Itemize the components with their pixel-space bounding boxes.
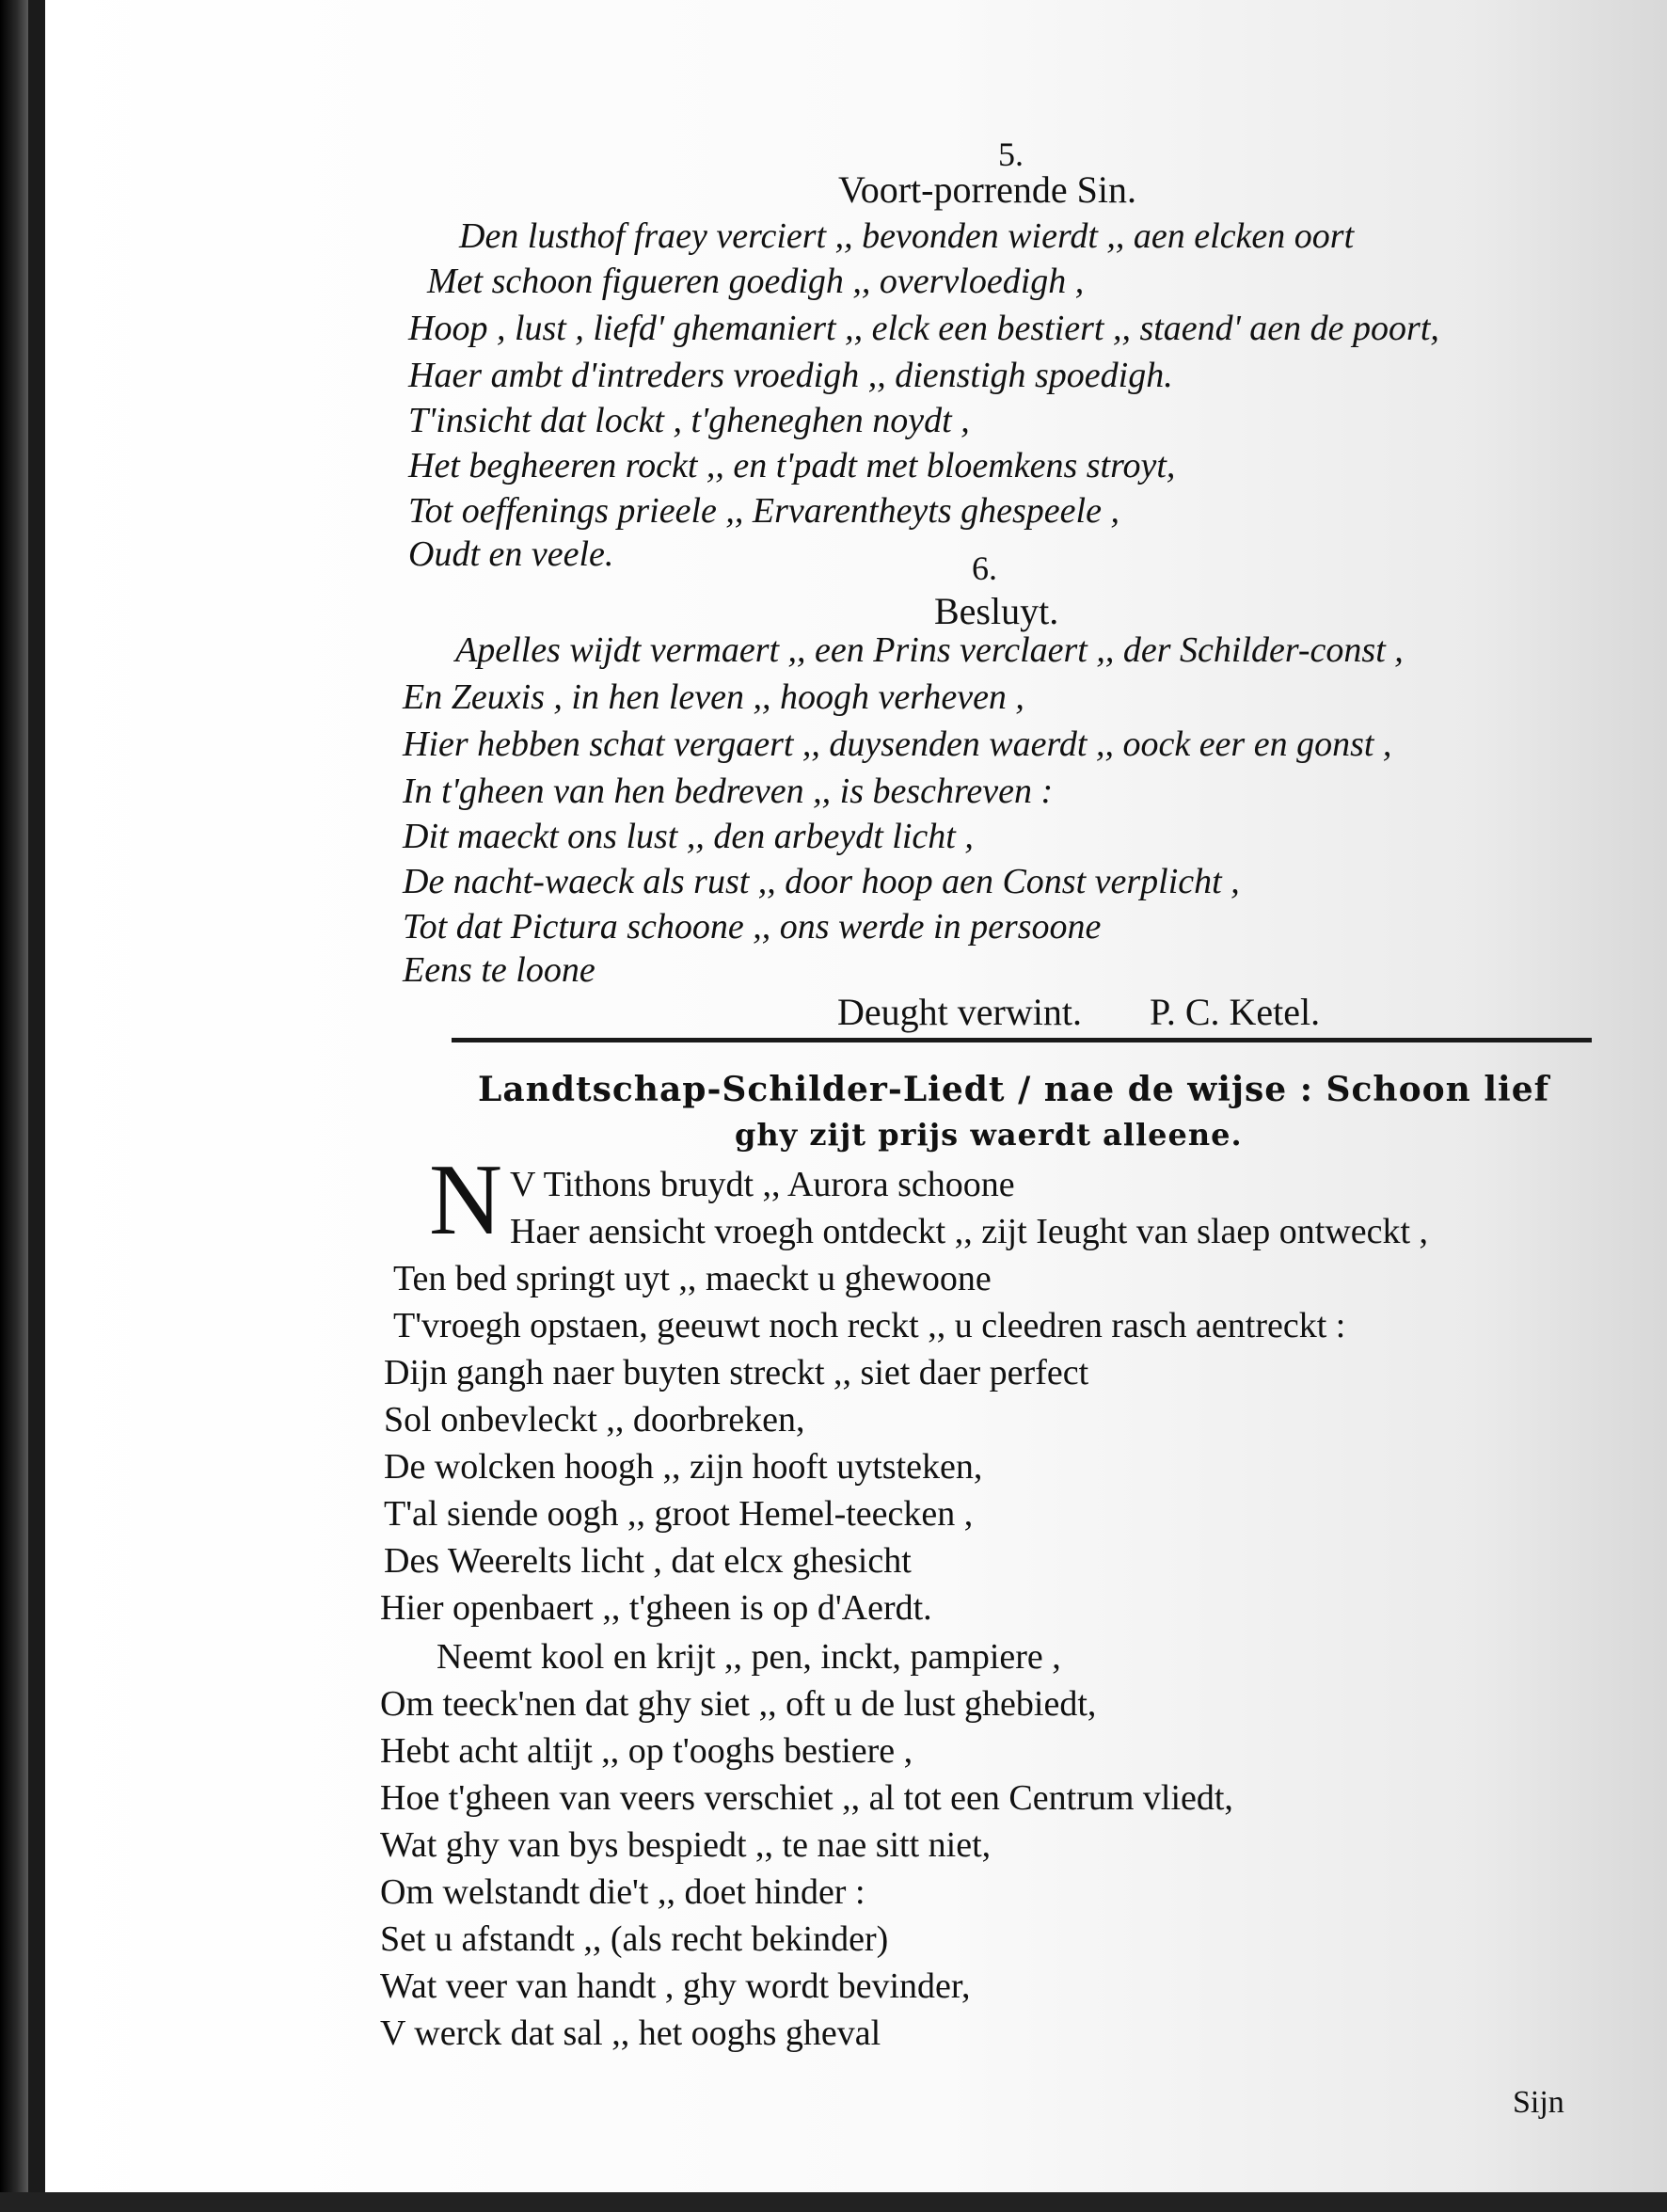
song-line-3: Ten bed springt uyt ,, maeckt u ghewoone	[393, 1259, 992, 1298]
song-line-1: V Tithons bruydt ,, Aurora schoone	[510, 1165, 1015, 1204]
song-line-15: Wat ghy van bys bespiedt ,, te nae sitt niet,	[380, 1825, 992, 1865]
section6-line-3: Hier hebben schat vergaert ,, duysenden waerdt ,, oock eer en gonst ,	[403, 724, 1392, 764]
section5-line-7: Tot oeffenings prieele ,, Ervarentheyts ghespeele ,	[408, 491, 1119, 531]
section6-line-1: Apelles wijdt vermaert ,, een Prins verclaert ,, der Schilder-const ,	[455, 630, 1404, 670]
song-line-13: Hebt acht altijt ,, op t'ooghs bestiere ,	[380, 1731, 913, 1771]
song-title-line-1: Landtschap-Schilder-Liedt / nae de wijse : Schoon lief	[478, 1070, 1550, 1109]
song-line-4: T'vroegh opstaen, geeuwt noch reckt ,, u cleedren rasch aentreckt :	[393, 1306, 1346, 1345]
section6-line-6: De nacht-waeck als rust ,, door hoop aen Const verplicht ,	[403, 862, 1240, 901]
section5-line-2: Met schoon figueren goedigh ,, overvloedigh ,	[427, 262, 1085, 301]
song-line-19: V werck dat sal ,, het ooghs gheval	[380, 2013, 881, 2053]
book-page	[45, 0, 1667, 2192]
song-line-6: Sol onbevleckt ,, doorbreken,	[384, 1400, 805, 1440]
section5-number: 5.	[998, 135, 1024, 173]
section6-signature: P. C. Ketel.	[1150, 991, 1321, 1033]
song-line-9: Des Weerelts licht , dat elcx ghesicht	[384, 1541, 912, 1581]
drop-cap-initial: N	[429, 1144, 502, 1256]
song-line-2: Haer aensicht vroegh ontdeckt ,, zijt Ieught van slaep ontweckt ,	[510, 1212, 1429, 1251]
section5-line-1: Den lusthof fraey verciert ,, bevonden wierdt ,, aen elcken oort	[459, 216, 1355, 256]
section5-line-5: T'insicht dat lockt , t'gheneghen noydt ,	[408, 401, 970, 440]
song-line-17: Set u afstandt ,, (als recht bekinder)	[380, 1919, 889, 1959]
section6-line-4: In t'gheen van hen bedreven ,, is beschreven :	[403, 772, 1054, 811]
section6-line-7: Tot dat Pictura schoone ,, ons werde in persoone	[403, 907, 1102, 947]
section6-line-5: Dit maeckt ons lust ,, den arbeydt licht ,	[403, 817, 974, 856]
section6-title: Besluyt.	[934, 590, 1059, 632]
section6-line-2: En Zeuxis , in hen leven ,, hoogh verheven ,	[403, 677, 1024, 717]
song-line-18: Wat veer van handt , ghy wordt bevinder,	[380, 1966, 971, 2006]
song-line-10: Hier openbaert ,, t'gheen is op d'Aerdt.	[380, 1588, 932, 1628]
song-line-16: Om welstandt die't ,, doet hinder :	[380, 1872, 865, 1912]
song-line-11: Neemt kool en krijt ,, pen, inckt, pampiere ,	[437, 1637, 1061, 1677]
scan-left-edge	[0, 0, 28, 2212]
section5-line-8: Oudt en veele.	[408, 534, 614, 574]
song-line-12: Om teeck'nen dat ghy siet ,, oft u de lust ghebiedt,	[380, 1684, 1097, 1724]
song-line-5: Dijn gangh naer buyten streckt ,, siet daer perfect	[384, 1353, 1089, 1392]
song-title-line-2: ghy zijt prijs waerdt alleene.	[735, 1117, 1243, 1153]
section5-title: Voort-porrende Sin.	[838, 168, 1136, 211]
song-line-8: T'al siende oogh ,, groot Hemel-teecken ,	[384, 1494, 974, 1534]
section6-number: 6.	[972, 549, 997, 587]
section6-line-8: Eens te loone	[403, 950, 595, 990]
catchword: Sijn	[1513, 2085, 1564, 2120]
section5-line-3: Hoop , lust , liefd' ghemaniert ,, elck een bestiert ,, staend' aen de poort,	[408, 309, 1439, 348]
song-line-14: Hoe t'gheen van veers verschiet ,, al tot een Centrum vliedt,	[380, 1778, 1233, 1818]
section6-motto: Deught verwint.	[837, 991, 1082, 1033]
section5-line-6: Het begheeren rockt ,, en t'padt met bloemkens stroyt,	[408, 446, 1176, 485]
scan-bottom-edge	[0, 2192, 1667, 2212]
song-line-7: De wolcken hoogh ,, zijn hooft uytsteken,	[384, 1447, 983, 1487]
section5-line-4: Haer ambt d'intreders vroedigh ,, dienstigh spoedigh.	[408, 356, 1173, 395]
section-divider-rule	[452, 1038, 1592, 1042]
